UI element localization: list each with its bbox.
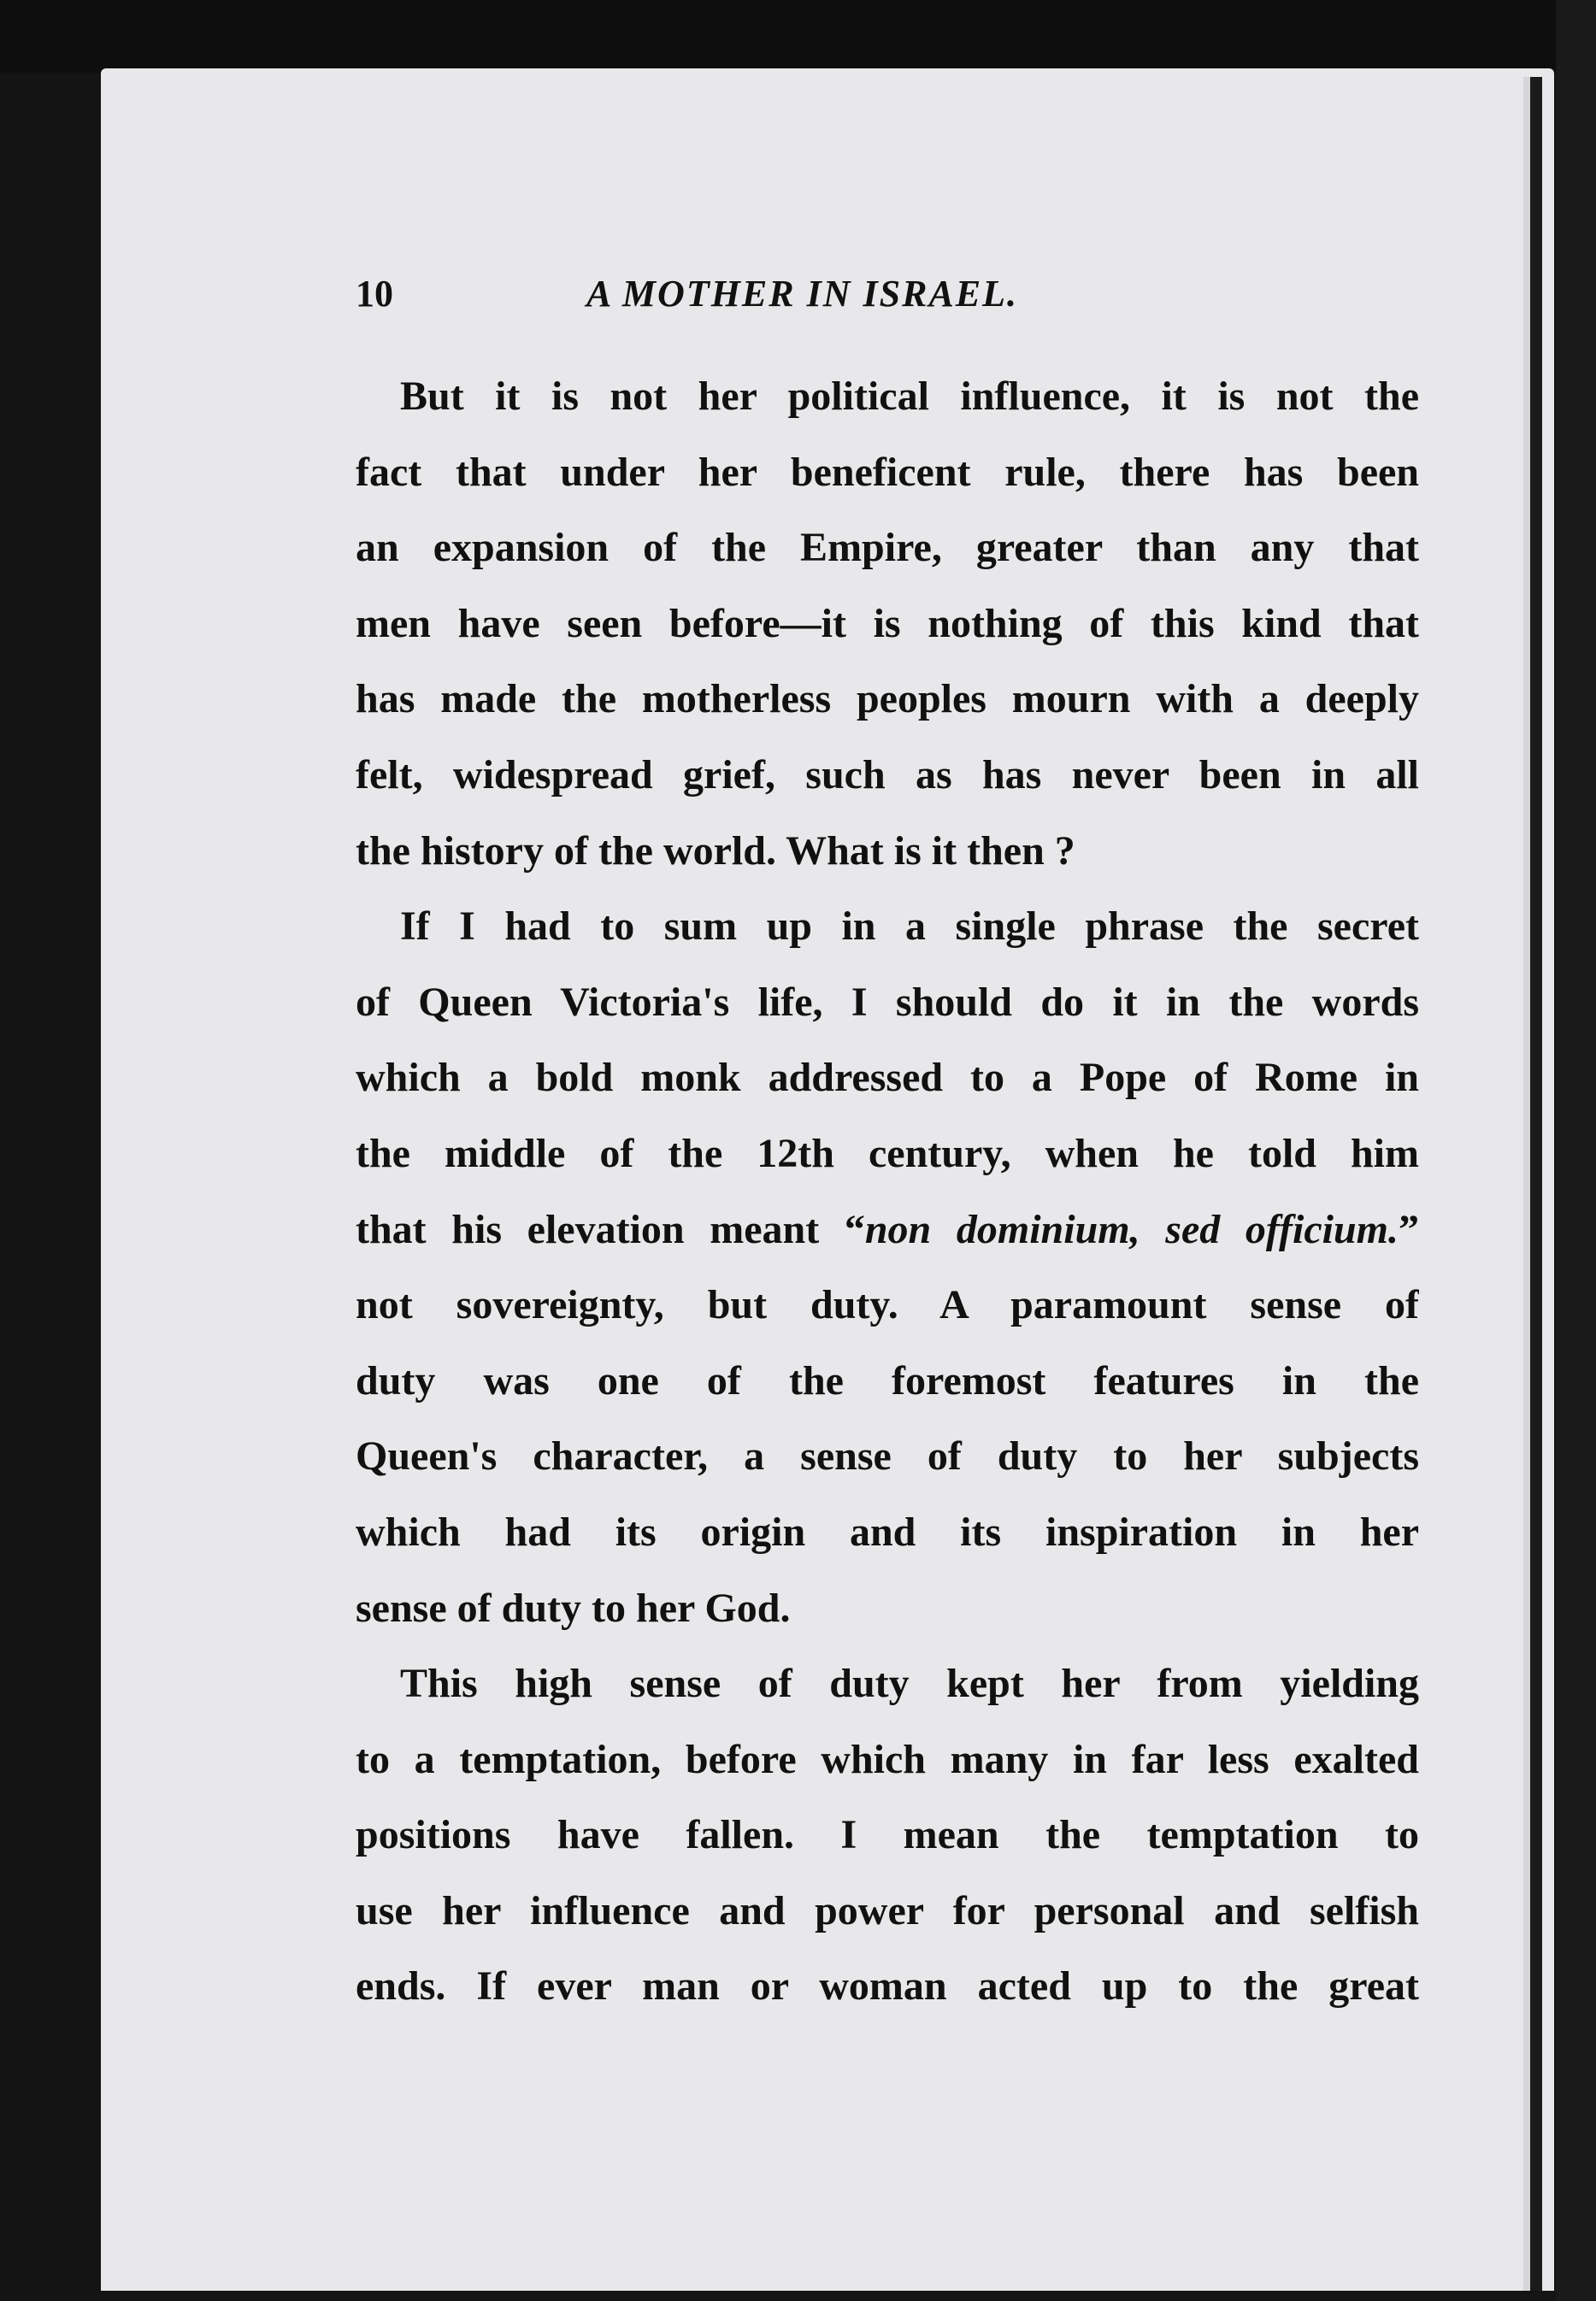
- text-line: Queen's character, a sense of duty to her subjects: [356, 1433, 1419, 1480]
- text-line: has made the motherless peoples mourn with a deeply: [356, 676, 1419, 722]
- paragraph-2: [356, 889, 1419, 1646]
- page-header: [356, 272, 1416, 332]
- text-line: to a temptation, before which many in far less exalted: [356, 1736, 1419, 1782]
- text-line: the middle of the 12th century, when he told him: [356, 1130, 1419, 1176]
- text-line: the history of the world. What is it then ?: [356, 827, 1075, 874]
- latin-phrase: non dominium, sed officium.: [864, 1206, 1399, 1252]
- page-number: 10: [356, 273, 393, 315]
- text-line: sense of duty to her God.: [356, 1585, 791, 1631]
- scan-dark-top-border: [0, 0, 1596, 73]
- text-line: duty was one of the foremost features in the: [356, 1357, 1419, 1404]
- page-edge-highlight: [1523, 77, 1530, 2291]
- closing-quote: ”: [1399, 1206, 1419, 1252]
- body-text: [356, 359, 1419, 2025]
- text-line: which had its origin and its inspiration in her: [356, 1509, 1419, 1555]
- text-line: of Queen Victoria's life, I should do it in the words: [356, 979, 1419, 1025]
- page-edge-shadow: [1530, 77, 1542, 2291]
- running-title: A MOTHER IN ISRAEL.: [586, 273, 1019, 315]
- text-line: use her influence and power for personal and selfish: [356, 1887, 1419, 1933]
- text-line: men have seen before—it is nothing of this kind that: [356, 600, 1419, 646]
- scan-dark-right-border: [1556, 0, 1596, 2301]
- text-line: This high sense of duty kept her from yielding: [400, 1661, 1419, 1707]
- text-line: But it is not her political influence, it is not the: [400, 374, 1419, 419]
- paragraph-3: [356, 1646, 1419, 2025]
- text-line-with-latin-quote: [356, 1192, 1419, 1268]
- text-segment: that his elevation meant “: [356, 1206, 865, 1252]
- paragraph-1: [356, 359, 1419, 889]
- text-line: felt, widespread grief, such as has never been in all: [356, 751, 1419, 797]
- text-line: an expansion of the Empire, greater than any that: [356, 525, 1419, 571]
- text-line: not sovereignty, but duty. A paramount sense of: [356, 1282, 1419, 1328]
- text-line: which a bold monk addressed to a Pope of Rome in: [356, 1055, 1419, 1101]
- text-line: If I had to sum up in a single phrase the secret: [400, 903, 1419, 950]
- text-line: positions have fallen. I mean the temptation to: [356, 1812, 1419, 1858]
- text-line: fact that under her beneficent rule, there has been: [356, 449, 1419, 495]
- text-line: ends. If ever man or woman acted up to the great: [356, 1963, 1419, 2010]
